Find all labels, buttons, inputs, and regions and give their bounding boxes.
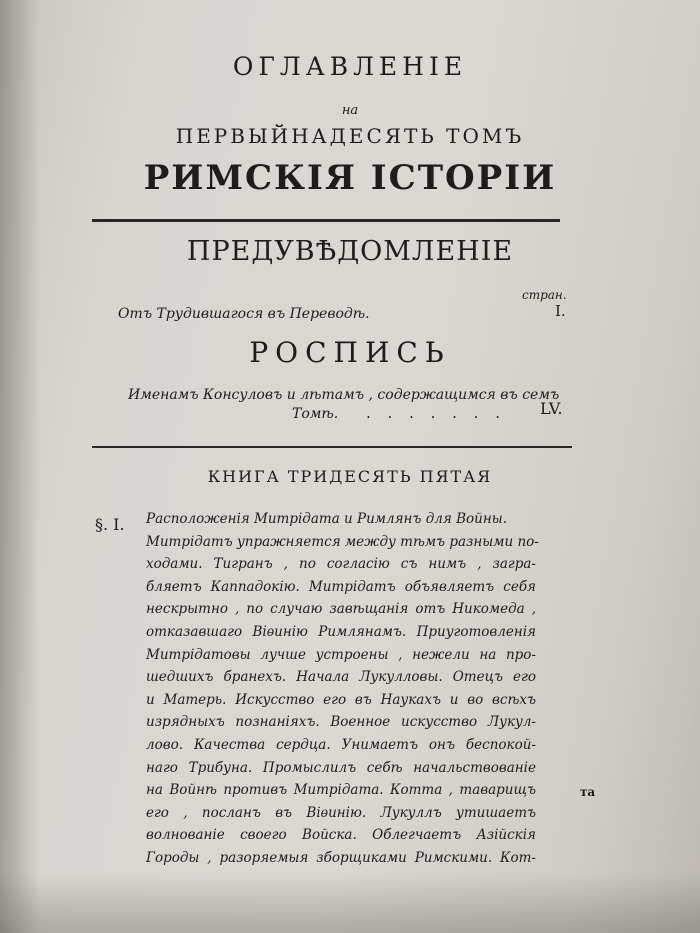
summary-line: бляетъ Каппадокiю. Митрiдатъ объявляетъ себя bbox=[146, 578, 536, 595]
summary-line: на Войнѣ противъ Митрiдата. Котта , таварищъ bbox=[146, 782, 536, 799]
divider-rule-bottom bbox=[92, 446, 572, 448]
summary-line: Митрiдатъ упражняется между тѣмъ разными по- bbox=[146, 533, 539, 550]
summary-line: изрядныхъ познанiяхъ. Военное искусство Лукул- bbox=[146, 714, 536, 731]
summary-line: отказавшаго Вiѳинiю Римлянамъ. Приуготовленiя bbox=[146, 623, 536, 640]
subtitle-volume: ПЕРВЫЙНАДЕСЯТЬ ТОМЪ bbox=[175, 124, 525, 148]
summary-line: волнованiе своего Войска. Облегчаетъ Азiйскiя bbox=[146, 827, 536, 844]
summary-line: ходами. Тигранъ , по согласiю съ нимъ , загра- bbox=[146, 556, 536, 573]
preface-page-number: I. bbox=[555, 302, 566, 320]
summary-line: Городы , разоряемыя зборщиками Римскими. Кот- bbox=[146, 849, 536, 866]
book-heading: КНИГА ТРИДЕСЯТЬ ПЯТАЯ bbox=[207, 467, 493, 486]
page-bottom-shadow bbox=[0, 873, 700, 933]
summary-line: его , посланъ въ Вiѳинiю. Лукуллъ утишаетъ bbox=[146, 804, 536, 821]
summary-line: лово. Качества сердца. Унимаетъ онъ беспокой- bbox=[146, 736, 536, 753]
catchword: та bbox=[580, 785, 596, 799]
summary-line: Расположенiя Митрiдата и Римлянъ для Войны. bbox=[146, 511, 508, 527]
register-leader-dots: . . . . . . . bbox=[366, 404, 506, 422]
history-title: РИМСКIЯ IСТОРIИ bbox=[143, 158, 557, 198]
page-column-label: стран. bbox=[522, 288, 567, 302]
register-entry-line1: Именамъ Консуловъ и лѣтамъ , содержащимся въ семъ bbox=[128, 387, 560, 403]
subtitle-na: на bbox=[341, 103, 359, 118]
contents-title: ОГЛАВЛЕНIЕ bbox=[232, 52, 468, 81]
section-mark: §. I. bbox=[95, 515, 125, 534]
summary-line: и Матерь. Искусство его въ Наукахъ и во всѣхъ bbox=[146, 691, 536, 708]
summary-line: нескрытно , по случаю завѣщанiя отъ Никомеда , bbox=[146, 601, 536, 618]
section-summary bbox=[146, 508, 539, 870]
summary-line: наго Трибуна. Промыслилъ себѣ начальствованiе bbox=[146, 759, 536, 776]
summary-line: шедшихъ бранехъ. Начала Лукулловы. Отецъ его bbox=[146, 669, 536, 686]
register-page-number: LV. bbox=[540, 399, 563, 418]
preface-entry: Отъ Трудившагося въ Переводѣ. bbox=[118, 306, 370, 322]
preface-heading: ПРЕДУВѢДОМЛЕНIЕ bbox=[186, 236, 514, 267]
divider-rule-top bbox=[92, 219, 560, 222]
register-heading: РОСПИСЬ bbox=[249, 336, 451, 369]
summary-line: Митрiдатовы лучше устроены , нежели на про- bbox=[146, 646, 536, 663]
register-entry-line2: Томѣ. bbox=[292, 406, 339, 422]
